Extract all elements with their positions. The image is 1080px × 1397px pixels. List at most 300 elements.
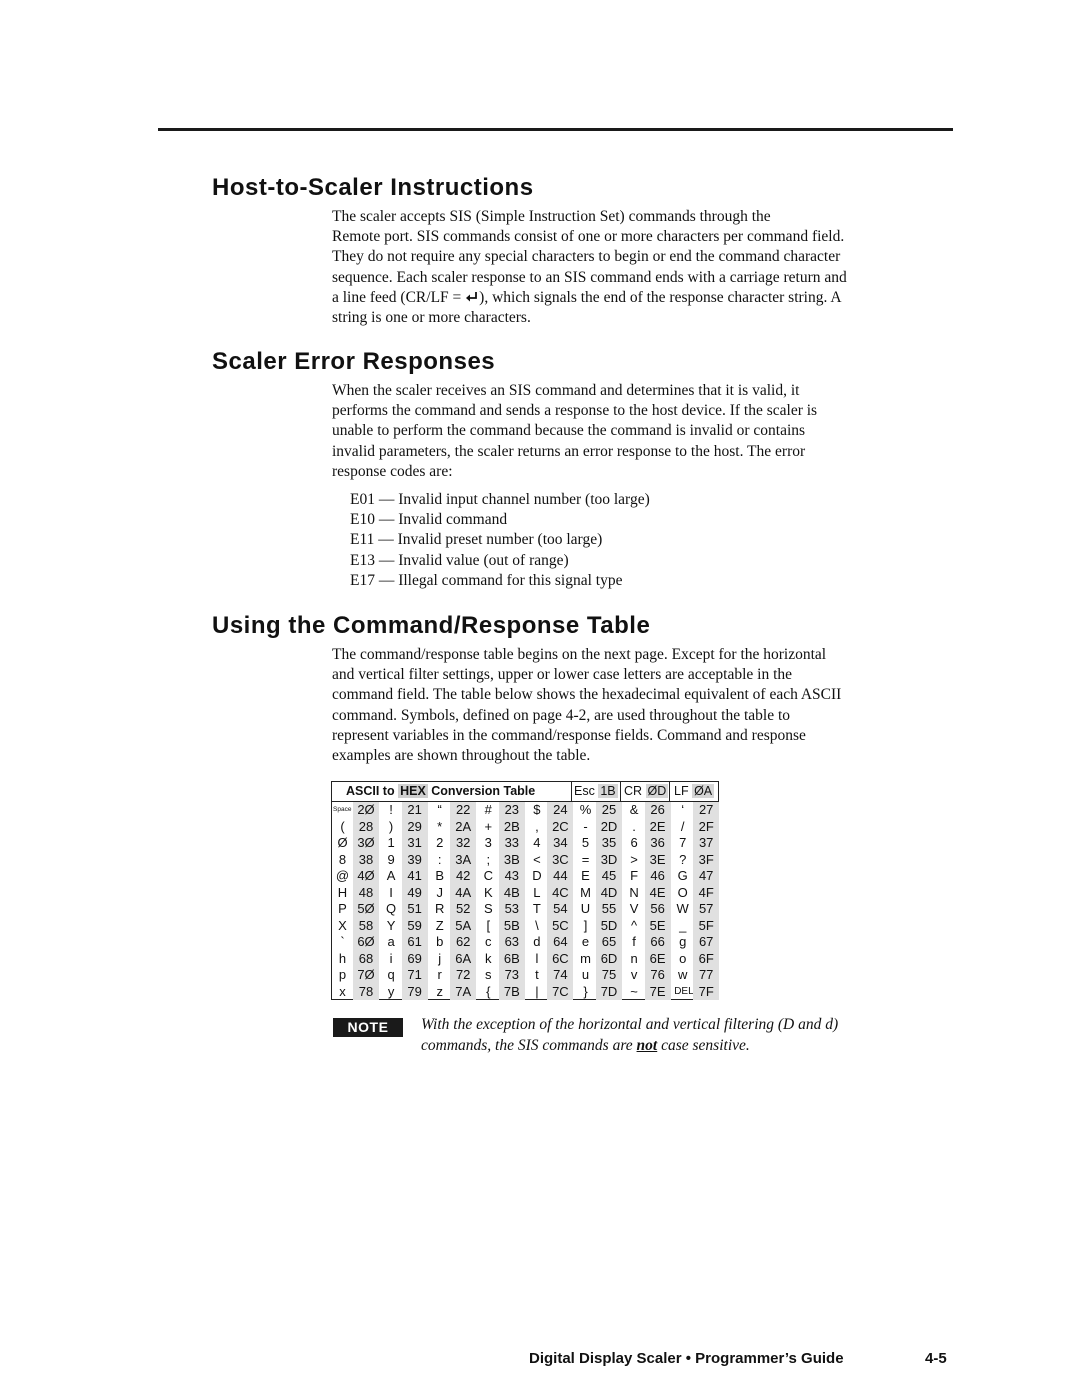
ascii-character: DEL	[674, 985, 694, 997]
hex-value: 32	[450, 835, 476, 852]
hex-value: 6D	[596, 951, 622, 968]
hex-value: 61	[402, 934, 428, 951]
hex-value: 26	[645, 802, 671, 819]
header-label: CR	[624, 784, 643, 798]
text-line: command. Symbols, defined on page 4-2, are used throughout the table to	[332, 706, 791, 724]
ascii-cell	[382, 885, 431, 902]
hex-value: 39	[402, 852, 428, 869]
ascii-cell	[479, 868, 528, 885]
ascii-table-header	[332, 782, 718, 802]
ascii-character: F	[630, 868, 639, 883]
ascii-row	[332, 885, 718, 902]
ascii-character: r	[437, 967, 442, 982]
note-emphasis: not	[636, 1036, 658, 1054]
header-divider	[620, 782, 621, 801]
ascii-row	[332, 934, 718, 951]
ascii-character: i	[389, 950, 393, 966]
ascii-row	[332, 868, 718, 885]
hex-value: 3A	[450, 852, 476, 869]
ascii-cell	[527, 984, 576, 1001]
hex-value: 23	[499, 802, 525, 819]
ascii-character: ]	[583, 917, 588, 933]
hex-value: 5C	[547, 918, 573, 935]
ascii-character: C	[483, 868, 493, 883]
text-line: The command/response table begins on the next page. Except for the horizontal	[332, 646, 827, 663]
ascii-character: :	[437, 851, 442, 867]
ascii-cell	[382, 934, 431, 951]
hex-value: 67	[693, 934, 719, 951]
hex-value: 6F	[693, 951, 719, 968]
ascii-character: k	[485, 950, 492, 966]
ascii-cell	[625, 984, 674, 1001]
ascii-character: P	[338, 901, 347, 916]
hex-value: 6Ø	[353, 934, 379, 951]
ascii-table-grid	[332, 802, 718, 1000]
hex-value: 31	[402, 835, 428, 852]
ascii-cell	[430, 967, 479, 984]
ascii-cell	[625, 885, 674, 902]
ascii-character: .	[632, 818, 636, 834]
ascii-cell	[333, 967, 382, 984]
text-line: represent variables in the command/response fields. Command and response	[332, 726, 806, 744]
header-hex: 1B	[600, 784, 616, 798]
hex-value: 6C	[547, 951, 573, 968]
hex-value: 66	[645, 934, 671, 951]
ascii-cell	[527, 901, 576, 918]
ascii-cell	[430, 852, 479, 869]
ascii-cell	[673, 901, 722, 918]
text-line: and vertical filter settings, upper or lower case letters are acceptable in the	[332, 666, 793, 684]
text-line	[332, 288, 957, 308]
text-line: response codes are:	[332, 462, 453, 480]
hex-value: 27	[693, 802, 719, 819]
ascii-character: l	[535, 950, 539, 966]
hex-value: 5F	[693, 918, 719, 935]
ascii-cell	[673, 967, 722, 984]
note-segment: case sensitive.	[657, 1036, 750, 1054]
ascii-row	[332, 901, 718, 918]
ascii-cell	[479, 802, 528, 819]
hex-value: 2D	[596, 819, 622, 836]
ascii-cell	[673, 885, 722, 902]
hex-value: 3F	[693, 852, 719, 869]
ascii-cell	[430, 802, 479, 819]
ascii-cell	[333, 918, 382, 935]
hex-value: 75	[596, 967, 622, 984]
ascii-cell	[382, 819, 431, 836]
hex-value: 59	[402, 918, 428, 935]
ascii-cell	[673, 802, 722, 819]
ascii-character: O	[677, 884, 688, 900]
ascii-character: a	[387, 934, 395, 949]
ascii-cell	[382, 901, 431, 918]
ascii-character: I	[389, 884, 393, 900]
ascii-character: {	[486, 983, 491, 999]
header-esc	[574, 784, 618, 798]
title-hex: HEX	[400, 784, 426, 798]
ascii-cell	[333, 934, 382, 951]
ascii-cell	[382, 967, 431, 984]
ascii-character: e	[581, 934, 590, 949]
hex-value: 48	[353, 885, 379, 902]
ascii-row	[332, 819, 718, 836]
hex-value: 7Ø	[353, 967, 379, 984]
ascii-character: ;	[486, 851, 491, 867]
ascii-cell	[576, 918, 625, 935]
hex-value: 58	[353, 918, 379, 935]
hex-value: 3Ø	[353, 835, 379, 852]
ascii-cell	[382, 951, 431, 968]
ascii-character: )	[388, 818, 394, 834]
ascii-character: S	[483, 901, 493, 916]
hex-value: 29	[402, 819, 428, 836]
hex-value: 79	[402, 984, 428, 1001]
hex-value: 41	[402, 868, 428, 885]
ascii-cell	[673, 852, 722, 869]
footer-title: Digital Display Scaler • Programmer’s Guide	[529, 1350, 844, 1367]
text-line: examples are shown throughout the table.	[332, 747, 591, 765]
error-code-item: E17 — Illegal command for this signal type	[350, 571, 623, 589]
hex-value: 36	[645, 835, 671, 852]
ascii-cell	[673, 934, 722, 951]
hex-value: 52	[450, 901, 476, 918]
command-response-paragraph	[332, 645, 957, 766]
ascii-cell	[576, 934, 625, 951]
ascii-character: X	[338, 917, 347, 933]
hex-value: 22	[450, 802, 476, 819]
ascii-character: 1	[387, 835, 395, 850]
ascii-row	[332, 852, 718, 869]
error-code-item: E01 — Invalid input channel number (too large)	[350, 491, 650, 508]
hex-value: 4C	[547, 885, 573, 902]
hex-value: 38	[353, 852, 379, 869]
hex-value: 71	[402, 967, 428, 984]
ascii-character: q	[387, 967, 395, 982]
ascii-table-title	[346, 784, 535, 798]
ascii-character: |	[535, 983, 539, 999]
header-cr	[624, 784, 668, 798]
ascii-cell	[382, 835, 431, 852]
hex-value: 47	[693, 868, 719, 885]
ascii-cell	[479, 934, 528, 951]
ascii-cell	[527, 934, 576, 951]
ascii-character: “	[437, 802, 442, 817]
hex-value: 5A	[450, 918, 476, 935]
text-line: invalid parameters, the scaler returns an error response to the host. The error	[332, 442, 806, 460]
ascii-character: %	[579, 802, 592, 817]
ascii-character: =	[581, 851, 590, 867]
hex-value: 3C	[547, 852, 573, 869]
ascii-cell	[576, 885, 625, 902]
ascii-row	[332, 967, 718, 984]
ascii-cell	[430, 868, 479, 885]
ascii-cell	[576, 868, 625, 885]
hex-value: 62	[450, 934, 476, 951]
ascii-character: }	[583, 983, 588, 999]
hex-value: 4Ø	[353, 868, 379, 885]
text-line: sequence. Each scaler response to an SIS command ends with a carriage return and	[332, 268, 847, 286]
hex-value: 2C	[547, 819, 573, 836]
ascii-cell	[382, 852, 431, 869]
ascii-character: d	[533, 934, 541, 949]
hex-value: 2Ø	[353, 802, 379, 819]
hex-value: 4E	[645, 885, 671, 902]
ascii-row	[332, 835, 718, 852]
ascii-cell	[479, 918, 528, 935]
hex-value: 42	[450, 868, 476, 885]
ascii-character: U	[580, 901, 591, 916]
header-lf	[674, 784, 714, 798]
ascii-cell	[625, 951, 674, 968]
ascii-cell	[333, 852, 382, 869]
ascii-character: 2	[436, 835, 444, 850]
ascii-character: 4	[533, 835, 541, 850]
ascii-character: W	[676, 901, 689, 916]
ascii-character: j	[438, 950, 442, 966]
text-line: The scaler accepts SIS (Simple Instruction Set) commands through the	[332, 208, 771, 225]
note-line	[421, 1036, 961, 1057]
ascii-cell	[625, 901, 674, 918]
ascii-character: J	[436, 884, 443, 900]
ascii-character: >	[630, 851, 638, 867]
ascii-cell	[625, 835, 674, 852]
ascii-character: 3	[484, 835, 492, 850]
ascii-character: c	[485, 934, 492, 949]
hex-value: 25	[596, 802, 622, 819]
ascii-character: Y	[386, 917, 396, 933]
note-badge: NOTE	[333, 1018, 403, 1037]
error-code-item: E11 — Invalid preset number (too large)	[350, 531, 603, 549]
ascii-cell	[527, 885, 576, 902]
ascii-character: $	[533, 802, 541, 817]
ascii-cell	[527, 835, 576, 852]
ascii-cell	[430, 918, 479, 935]
ascii-character: +	[484, 818, 493, 834]
ascii-character: L	[533, 884, 541, 900]
note-text	[421, 1015, 961, 1056]
text-segment: ), which signals the end of the response character string. A	[479, 288, 842, 306]
ascii-character: u	[581, 967, 590, 982]
ascii-cell	[576, 951, 625, 968]
heading-host-to-scaler: Host-to-Scaler Instructions	[212, 174, 534, 201]
ascii-cell	[625, 819, 674, 836]
ascii-cell	[430, 819, 479, 836]
hex-value: 44	[547, 868, 573, 885]
error-responses-paragraph	[332, 381, 957, 482]
header-label: Esc	[574, 784, 595, 798]
ascii-character: h	[338, 950, 347, 966]
ascii-cell	[576, 967, 625, 984]
ascii-character: M	[580, 884, 591, 900]
hex-value: 5E	[645, 918, 671, 935]
ascii-character: z	[436, 983, 443, 999]
note-line: With the exception of the horizontal and vertical filtering (D and d)	[421, 1016, 839, 1033]
ascii-character: g	[679, 934, 687, 949]
ascii-cell	[430, 901, 479, 918]
error-code-list	[350, 490, 650, 591]
ascii-character: n	[630, 950, 638, 966]
ascii-cell	[673, 951, 722, 968]
ascii-character: 5	[581, 835, 590, 850]
ascii-cell	[673, 918, 722, 935]
ascii-character: G	[677, 868, 688, 883]
hex-value: 68	[353, 951, 379, 968]
ascii-cell	[527, 967, 576, 984]
ascii-character: V	[629, 901, 639, 916]
ascii-cell	[479, 901, 528, 918]
text-line: They do not require any special characters to begin or end the command character	[332, 248, 841, 266]
ascii-cell	[673, 835, 722, 852]
hex-value: 56	[645, 901, 671, 918]
hex-value: 57	[693, 901, 719, 918]
ascii-character: [	[486, 917, 491, 933]
ascii-character: !	[389, 802, 393, 817]
ascii-character: ‘	[681, 802, 685, 817]
ascii-cell	[479, 967, 528, 984]
ascii-cell	[576, 984, 625, 1001]
ascii-cell	[673, 819, 722, 836]
hex-value: 5Ø	[353, 901, 379, 918]
ascii-cell	[333, 868, 382, 885]
ascii-character: 6	[630, 835, 638, 850]
ascii-hex-table	[331, 781, 719, 1000]
ascii-character: D	[532, 868, 542, 883]
header-rule	[158, 128, 953, 131]
hex-value: 7F	[693, 984, 719, 1001]
ascii-cell	[382, 802, 431, 819]
hex-value: 7B	[499, 984, 525, 1001]
ascii-character: ,	[535, 818, 539, 834]
ascii-character: E	[581, 868, 590, 883]
ascii-character: `	[340, 934, 345, 949]
ascii-character: o	[679, 950, 687, 966]
header-divider	[571, 782, 572, 801]
ascii-cell	[527, 868, 576, 885]
ascii-character: Q	[386, 901, 397, 916]
hex-value: 51	[402, 901, 428, 918]
header-divider	[669, 782, 670, 801]
ascii-character: x	[339, 983, 346, 999]
hex-value: 55	[596, 901, 622, 918]
hex-value: 76	[645, 967, 671, 984]
ascii-cell	[479, 951, 528, 968]
hex-value: 24	[547, 802, 573, 819]
ascii-character: ~	[630, 983, 638, 999]
error-code-item: E13 — Invalid value (out of range)	[350, 551, 569, 569]
ascii-cell	[576, 802, 625, 819]
ascii-character: 8	[338, 851, 347, 867]
hex-value: 4A	[450, 885, 476, 902]
ascii-character: w	[677, 967, 688, 982]
hex-value: 21	[402, 802, 428, 819]
ascii-cell	[430, 835, 479, 852]
hex-value: 2A	[450, 819, 476, 836]
ascii-cell	[333, 885, 382, 902]
ascii-character: #	[484, 802, 492, 817]
header-hex: ØA	[694, 784, 713, 798]
header-label: LF	[674, 784, 689, 798]
ascii-character: b	[436, 934, 444, 949]
hex-value: 35	[596, 835, 622, 852]
hex-value: 37	[693, 835, 719, 852]
ascii-cell	[527, 852, 576, 869]
hex-value: 4D	[596, 885, 622, 902]
ascii-character: m	[580, 950, 591, 966]
hex-value: 2F	[693, 819, 719, 836]
hex-value: 5B	[499, 918, 525, 935]
hex-value: 46	[645, 868, 671, 885]
note-segment: commands, the SIS commands are	[421, 1036, 637, 1054]
ascii-character: _	[679, 917, 687, 933]
ascii-cell	[527, 951, 576, 968]
hex-value: 6A	[450, 951, 476, 968]
hex-value: 65	[596, 934, 622, 951]
hex-value: 7D	[596, 984, 622, 1001]
ascii-cell	[479, 984, 528, 1001]
ascii-character: A	[386, 868, 396, 883]
ascii-cell	[527, 819, 576, 836]
ascii-cell	[430, 934, 479, 951]
ascii-character: <	[533, 851, 541, 867]
ascii-cell	[430, 951, 479, 968]
ascii-cell	[333, 802, 382, 819]
ascii-character: 9	[387, 851, 395, 867]
text-line: command field. The table below shows the hexadecimal equivalent of each ASCII	[332, 686, 842, 704]
ascii-character: v	[630, 967, 638, 982]
ascii-cell	[382, 918, 431, 935]
hex-value: 28	[353, 819, 379, 836]
ascii-character: Space	[333, 806, 352, 813]
hex-value: 7C	[547, 984, 573, 1001]
hex-value: 3E	[645, 852, 671, 869]
ascii-character: Z	[435, 917, 444, 933]
ascii-character: y	[387, 983, 395, 999]
header-hex: ØD	[647, 784, 667, 798]
hex-value: 2E	[645, 819, 671, 836]
hex-value: 74	[547, 967, 573, 984]
hex-value: 7A	[450, 984, 476, 1001]
title-part: Conversion Table	[427, 784, 536, 798]
host-to-scaler-paragraph	[332, 207, 957, 328]
hex-value: 54	[547, 901, 573, 918]
hex-value: 4F	[693, 885, 719, 902]
hex-value: 69	[402, 951, 428, 968]
ascii-character: p	[338, 967, 347, 982]
hex-value: 72	[450, 967, 476, 984]
hex-value: 7E	[645, 984, 671, 1001]
heading-command-response-table: Using the Command/Response Table	[212, 612, 651, 639]
ascii-cell	[333, 951, 382, 968]
ascii-character: &	[629, 802, 639, 817]
ascii-cell	[576, 852, 625, 869]
hex-value: 6E	[645, 951, 671, 968]
footer-page-number: 4-5	[925, 1350, 947, 1367]
text-segment: a line feed (CR/LF =	[332, 288, 466, 306]
ascii-cell	[382, 868, 431, 885]
ascii-character: Ø	[337, 835, 348, 850]
ascii-cell	[527, 918, 576, 935]
ascii-cell	[479, 819, 528, 836]
ascii-cell	[576, 835, 625, 852]
text-line: unable to perform the command because the command is invalid or contains	[332, 422, 806, 440]
hex-value: 3B	[499, 852, 525, 869]
ascii-character: ?	[679, 851, 687, 867]
ascii-character: s	[485, 967, 492, 982]
hex-value: 4B	[499, 885, 525, 902]
ascii-character: f	[632, 934, 636, 949]
ascii-cell	[673, 868, 722, 885]
ascii-character: 7	[679, 835, 687, 850]
